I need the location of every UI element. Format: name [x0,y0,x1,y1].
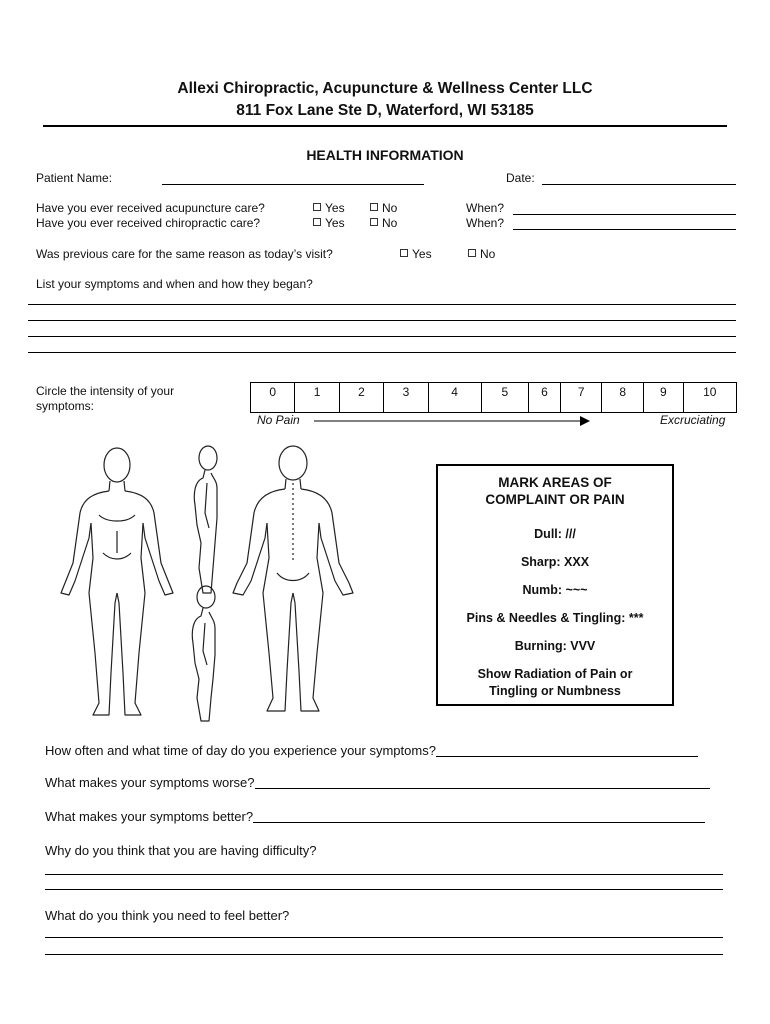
symptoms-line-1[interactable] [28,304,736,305]
scale-cell-7[interactable]: 7 [560,383,602,413]
chiropractic-yes[interactable]: Yes [313,216,345,230]
acupuncture-question: Have you ever received acupuncture care? [36,201,265,215]
chiropractic-when-label: When? [466,216,505,230]
back-body-figure-icon [233,446,353,711]
symptoms-line-4[interactable] [28,352,736,353]
checkbox-icon[interactable] [370,218,378,226]
legend-radiation-line2: Tingling or Numbness [489,684,621,698]
acupuncture-yes[interactable]: Yes [313,201,345,215]
symptoms-question: List your symptoms and when and how they began? [36,277,313,291]
acupuncture-when-field[interactable] [513,214,736,215]
acupuncture-no[interactable]: No [370,201,397,215]
checkbox-icon[interactable] [468,249,476,257]
header-divider [43,125,727,127]
section-title: HEALTH INFORMATION [306,147,464,163]
same-reason-question: Was previous care for the same reason as today’s visit? [36,247,333,261]
checkbox-icon[interactable] [400,249,408,257]
intensity-label-line1: Circle the intensity of your [36,384,175,398]
difficulty-line-2[interactable] [45,889,723,890]
scale-cell-10[interactable]: 10 [683,383,736,413]
no-pain-label: No Pain [257,413,300,427]
scale-cell-1[interactable]: 1 [295,383,339,413]
intensity-label-line2: symptoms: [36,399,95,413]
date-label: Date: [506,171,535,185]
how-often-question: How often and what time of day do you experience your symptoms? [45,743,698,758]
better-field[interactable] [253,822,705,823]
scale-cell-6[interactable]: 6 [528,383,560,413]
legend-item-numb: Numb: ~~~ [522,583,588,597]
body-diagram[interactable] [55,443,445,725]
scale-cell-0[interactable]: 0 [251,383,295,413]
scale-cell-9[interactable]: 9 [643,383,683,413]
difficulty-question: Why do you think that you are having difficulty? [45,843,317,858]
legend-item-sharp: Sharp: XXX [520,555,590,569]
excruciating-label: Excruciating [660,413,726,427]
legend-title-line2: COMPLAINT OR PAIN [485,492,625,507]
same-reason-yes[interactable]: Yes [400,247,432,261]
checkbox-icon[interactable] [313,218,321,226]
legend-radiation-line1: Show Radiation of Pain or [477,667,633,681]
legend-item-dull: Dull: /// [534,527,576,541]
scale-cell-4[interactable]: 4 [428,383,481,413]
org-name: Allexi Chiropractic, Acupuncture & Wellness Center LLC [177,80,593,97]
scale-cell-2[interactable]: 2 [339,383,383,413]
side-body-figure-icon [192,586,215,721]
better-question: What makes your symptoms better? [45,809,705,824]
feel-better-line-1[interactable] [45,937,723,938]
feel-better-question: What do you think you need to feel better? [45,908,290,923]
checkbox-icon[interactable] [313,203,321,211]
worse-field[interactable] [255,788,710,789]
scale-cell-5[interactable]: 5 [481,383,528,413]
symptoms-line-2[interactable] [28,320,736,321]
chiropractic-no[interactable]: No [370,216,397,230]
acupuncture-when-label: When? [466,201,505,215]
chiropractic-question: Have you ever received chiropractic care? [36,216,261,230]
date-field[interactable] [542,184,736,185]
difficulty-line-1[interactable] [45,874,723,875]
intensity-scale [250,382,737,413]
chiropractic-when-field[interactable] [513,229,736,230]
pain-legend [436,464,674,706]
how-often-field[interactable] [436,756,698,757]
legend-item-pins-needles: Pins & Needles & Tingling: *** [466,611,644,625]
scale-cell-8[interactable]: 8 [602,383,644,413]
worse-question: What makes your symptoms worse? [45,775,710,790]
patient-name-label: Patient Name: [36,171,113,185]
feel-better-line-2[interactable] [45,954,723,955]
intensity-arrow-icon [314,414,590,428]
legend-item-burning: Burning: VVV [514,639,596,653]
symptoms-line-3[interactable] [28,336,736,337]
checkbox-icon[interactable] [370,203,378,211]
patient-name-field[interactable] [162,184,424,185]
scale-cell-3[interactable]: 3 [384,383,428,413]
front-body-figure-icon [61,448,173,715]
org-address: 811 Fox Lane Ste D, Waterford, WI 53185 [236,102,534,119]
legend-title-line1: MARK AREAS OF [498,475,612,490]
side-body-figure-icon [194,446,217,593]
same-reason-no[interactable]: No [468,247,495,261]
